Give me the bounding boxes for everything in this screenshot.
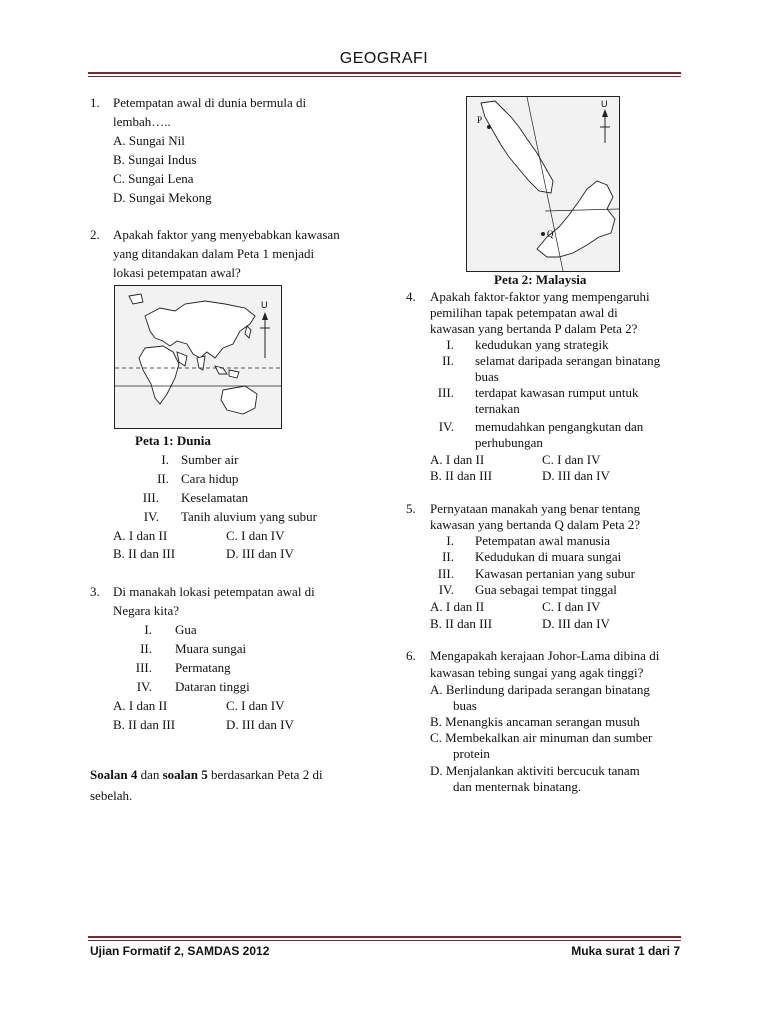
q2-answer-c: C. I dan IV: [226, 528, 285, 543]
q3-stem-cont: Negara kita?: [113, 603, 180, 618]
footer-rule-thin: [88, 940, 681, 941]
q5-item-1: Petempatan awal manusia: [475, 533, 611, 548]
note-soalan-5: soalan 5: [162, 767, 208, 782]
q4-stem: Apakah faktor-faktor yang mempengaruhi: [430, 289, 650, 304]
q4-stem-cont: pemilihan tapak petempatan awal di: [430, 305, 618, 320]
q5-item-4: Gua sebagai tempat tinggal: [475, 582, 617, 597]
q2-stem-cont2: lokasi petempatan awal?: [113, 265, 241, 280]
q5-roman-1: I.: [446, 533, 454, 548]
q4-item-3-cont: ternakan: [475, 401, 520, 416]
q6-option-d: D. Menjalankan aktiviti bercucuk tanam: [430, 763, 640, 778]
q4-answer-c: C. I dan IV: [542, 452, 601, 467]
q3-number: 3.: [90, 584, 100, 599]
q6-stem: Mengapakah kerajaan Johor-Lama dibina di: [430, 648, 660, 663]
q6-option-a: A. Berlindung daripada serangan binatang: [430, 682, 650, 697]
q5-answer-b: B. II dan III: [430, 616, 493, 631]
world-map-north-label: U: [261, 300, 268, 310]
q2-answer-d: D. III dan IV: [226, 546, 294, 561]
q3-stem: Di manakah lokasi petempatan awal di: [113, 584, 315, 599]
q4-answer-d: D. III dan IV: [542, 468, 610, 483]
malaysia-map: [466, 96, 620, 272]
q3-item-2: Muara sungai: [175, 641, 247, 656]
q3-roman-2: II.: [140, 641, 152, 656]
q4-item-4-cont: perhubungan: [475, 435, 543, 450]
q1-stem-cont: lembah…..: [113, 114, 171, 129]
world-map: [114, 285, 282, 429]
q5-number: 5.: [406, 501, 416, 516]
note-rest: berdasarkan Peta 2 di: [207, 767, 323, 782]
q2-item-3: Keselamatan: [181, 490, 249, 505]
q1-option-b: B. Sungai Indus: [113, 152, 197, 167]
q5-item-3: Kawasan pertanian yang subur: [475, 566, 635, 581]
q4-answer-b: B. II dan III: [430, 468, 493, 483]
q4-item-2-cont: buas: [475, 369, 499, 384]
q3-answer-c: C. I dan IV: [226, 698, 285, 713]
q6-option-a-cont: buas: [453, 698, 477, 713]
note-dan: dan: [137, 767, 163, 782]
q4-roman-1: I.: [446, 337, 454, 352]
q5-stem-cont: kawasan yang bertanda Q dalam Peta 2?: [430, 517, 641, 532]
map2-caption: Peta 2: Malaysia: [494, 272, 587, 287]
q1-stem: Petempatan awal di dunia bermula di: [113, 95, 307, 110]
q3-answer-b: B. II dan III: [113, 717, 176, 732]
q6-option-b: B. Menangkis ancaman serangan musuh: [430, 714, 640, 729]
q5-stem: Pernyataan manakah yang benar tentang: [430, 501, 641, 516]
q4-stem-cont2: kawasan yang bertanda P dalam Peta 2?: [430, 321, 638, 336]
q5-answer-d: D. III dan IV: [542, 616, 610, 631]
q2-roman-3: III.: [142, 490, 159, 505]
q4-number: 4.: [406, 289, 416, 304]
q5-answer-a: A. I dan II: [430, 599, 485, 614]
q5-answer-c: C. I dan IV: [542, 599, 601, 614]
q3-roman-4: IV.: [136, 679, 152, 694]
malaysia-map-drawing: [467, 97, 619, 271]
q4-item-3: terdapat kawasan rumput untuk: [475, 385, 639, 400]
q1-option-c: C. Sungai Lena: [113, 171, 194, 186]
q3-item-3: Permatang: [175, 660, 231, 675]
q3-answer-a: A. I dan II: [113, 698, 168, 713]
map2-label-q: Q: [547, 229, 554, 239]
header-rule: [88, 72, 681, 74]
q5-roman-3: III.: [437, 566, 454, 581]
q2-answer-b: B. II dan III: [113, 546, 176, 561]
world-map-drawing: [115, 286, 281, 428]
q4-roman-3: III.: [437, 385, 454, 400]
q4-item-1: kedudukan yang strategik: [475, 337, 609, 352]
q2-map-caption: Peta 1: Dunia: [135, 433, 211, 448]
q1-number: 1.: [90, 95, 100, 110]
q5-roman-4: IV.: [438, 582, 454, 597]
q1-option-d: D. Sungai Mekong: [113, 190, 212, 205]
q5-roman-2: II.: [442, 549, 454, 564]
q6-option-d-cont: dan menternak binatang.: [453, 779, 582, 794]
header-rule-thin: [88, 76, 681, 77]
q3-item-4: Dataran tinggi: [175, 679, 250, 694]
map2-north-label: U: [601, 99, 608, 109]
q6-stem-cont: kawasan tebing sungai yang agak tinggi?: [430, 665, 644, 680]
footer-rule: [88, 936, 681, 938]
q3-item-1: Gua: [175, 622, 197, 637]
footer-page-number: Muka surat 1 dari 7: [571, 944, 680, 958]
q1-option-a: A. Sungai Nil: [113, 133, 185, 148]
instruction-note-cont: sebelah.: [90, 788, 133, 803]
q2-stem-cont: yang ditandakan dalam Peta 1 menjadi: [113, 246, 315, 261]
q6-option-c-cont: protein: [453, 746, 490, 761]
q5-item-2: Kedudukan di muara sungai: [475, 549, 622, 564]
q2-item-4: Tanih aluvium yang subur: [181, 509, 317, 524]
q4-item-4: memudahkan pengangkutan dan: [475, 419, 644, 434]
q3-roman-3: III.: [135, 660, 152, 675]
q4-answer-a: A. I dan II: [430, 452, 485, 467]
q3-roman-1: I.: [144, 622, 152, 637]
q2-item-2: Cara hidup: [181, 471, 239, 486]
q4-roman-2: II.: [442, 353, 454, 368]
q2-number: 2.: [90, 227, 100, 242]
q2-stem: Apakah faktor yang menyebabkan kawasan: [113, 227, 340, 242]
q2-roman-1: I.: [161, 452, 169, 467]
q4-item-2: selamat daripada serangan binatang: [475, 353, 661, 368]
footer-exam-label: Ujian Formatif 2, SAMDAS 2012: [90, 944, 270, 958]
page-title: GEOGRAFI: [339, 50, 429, 67]
instruction-note: [90, 767, 323, 783]
q2-roman-4: IV.: [143, 509, 159, 524]
q3-answer-d: D. III dan IV: [226, 717, 294, 732]
q2-roman-2: II.: [157, 471, 169, 486]
map2-label-p: P: [477, 115, 483, 125]
q2-answer-a: A. I dan II: [113, 528, 168, 543]
q6-option-c: C. Membekalkan air minuman dan sumber: [430, 730, 653, 745]
q4-roman-4: IV.: [438, 419, 454, 434]
q2-item-1: Sumber air: [181, 452, 239, 467]
note-soalan-4: Soalan 4: [90, 767, 138, 782]
q6-number: 6.: [406, 648, 416, 663]
